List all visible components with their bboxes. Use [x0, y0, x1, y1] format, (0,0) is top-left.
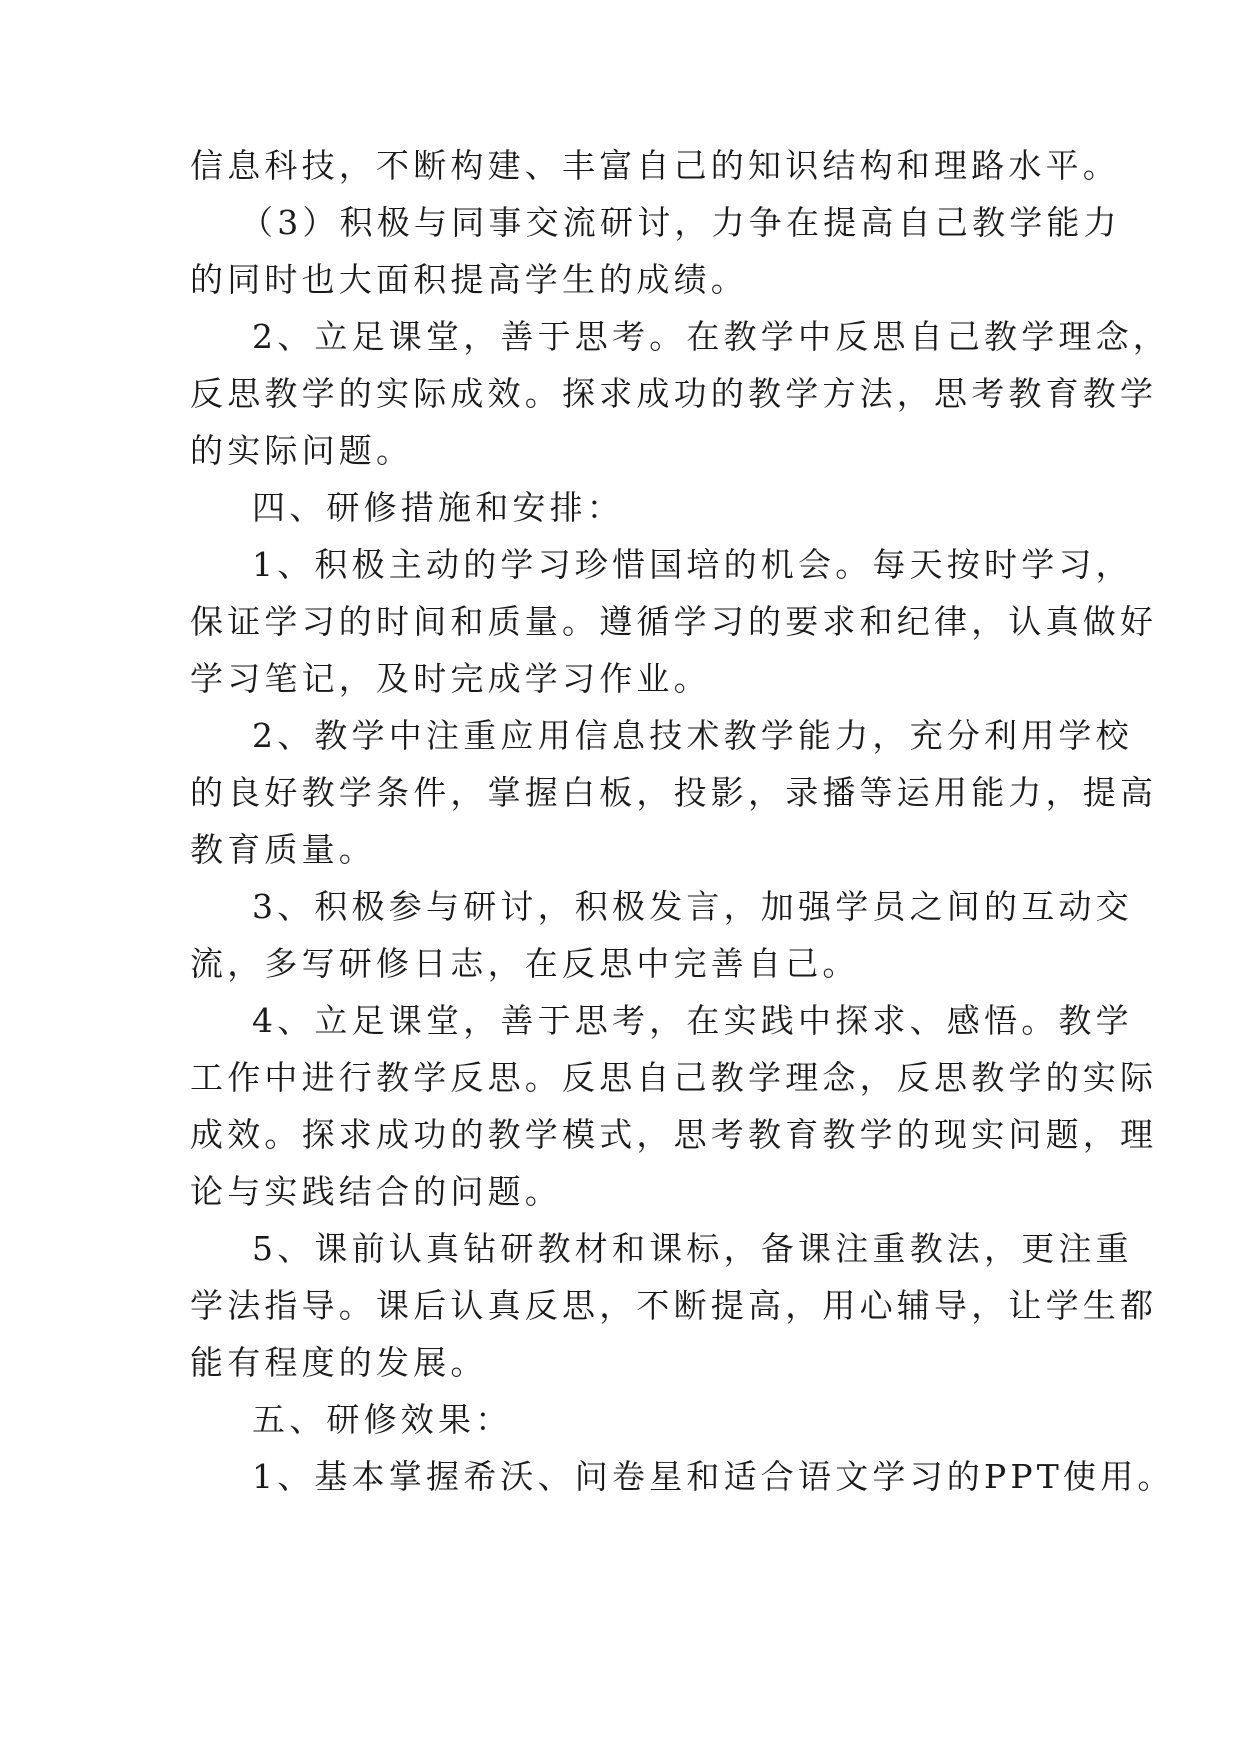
text-line: 论与实践结合的问题。 — [190, 1172, 562, 1211]
text-line: 学习笔记，及时完成学习作业。 — [190, 659, 711, 698]
text-line: 保证学习的时间和质量。遵循学习的要求和纪律，认真做好 — [190, 602, 1158, 641]
section-heading: 五、研修效果： — [252, 1400, 513, 1439]
text-line: 4、立足课堂，善于思考，在实践中探求、感悟。教学 — [252, 1001, 1133, 1040]
text-line: 2、教学中注重应用信息技术教学能力，充分利用学校 — [252, 716, 1133, 755]
text-line: 1、基本掌握希沃、问卷星和适合语文学习的PPT使用。 — [252, 1457, 1175, 1496]
text-line: 5、课前认真钻研教材和课标，备课注重教法，更注重 — [252, 1229, 1133, 1268]
text-line: 能有程度的发展。 — [190, 1343, 488, 1382]
text-line: 成效。探求成功的教学模式，思考教育教学的现实问题，理 — [190, 1115, 1158, 1154]
text-line: 的同时也大面积提高学生的成绩。 — [190, 260, 748, 299]
text-line: 的实际问题。 — [190, 431, 414, 470]
text-line: 工作中进行教学反思。反思自己教学理念，反思教学的实际 — [190, 1058, 1158, 1097]
text-line: 2、立足课堂，善于思考。在教学中反思自己教学理念， — [252, 317, 1170, 356]
text-line: 1、积极主动的学习珍惜国培的机会。每天按时学习， — [252, 545, 1133, 584]
text-line: 反思教学的实际成效。探求成功的教学方法，思考教育教学 — [190, 374, 1158, 413]
text-line: 信息科技，不断构建、丰富自己的知识结构和理路水平。 — [190, 146, 1120, 185]
text-line: 的良好教学条件，掌握白板，投影，录播等运用能力，提高 — [190, 773, 1158, 812]
text-line: （3）积极与同事交流研讨，力争在提高自己教学能力 — [240, 203, 1121, 242]
text-line: 3、积极参与研讨，积极发言，加强学员之间的互动交 — [252, 887, 1133, 926]
section-heading: 四、研修措施和安排： — [252, 488, 624, 527]
text-line: 学法指导。课后认真反思，不断提高，用心辅导，让学生都 — [190, 1286, 1158, 1325]
text-line: 教育质量。 — [190, 830, 376, 869]
text-line: 流，多写研修日志，在反思中完善自己。 — [190, 944, 860, 983]
